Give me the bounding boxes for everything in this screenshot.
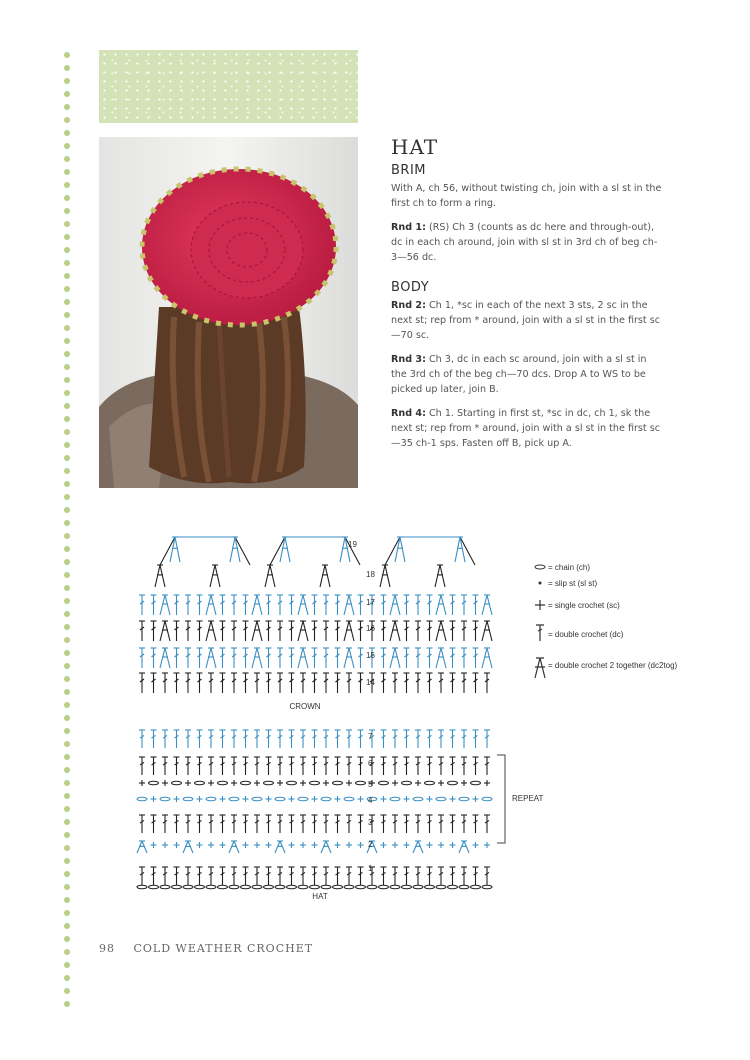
hat-stitch-rows bbox=[137, 730, 492, 889]
legend-chain: = chain (ch) bbox=[548, 563, 591, 572]
legend-single-crochet: = single crochet (sc) bbox=[548, 601, 620, 610]
repeat-bracket bbox=[497, 755, 505, 843]
pattern-text bbox=[391, 135, 663, 460]
rnd-3-instructions: Rnd 3: Ch 3, dc in each sc around, join with a sl st in the 3rd ch of the beg ch—70 dcs. Drop A to WS to be picked up later, join B. bbox=[391, 354, 647, 395]
crown-label: CROWN bbox=[289, 702, 321, 711]
page-footer bbox=[99, 942, 313, 955]
hat-photo bbox=[99, 137, 358, 488]
legend-dc2tog-line1: = double crochet 2 together (dc2tog) bbox=[548, 661, 678, 670]
rnd-4-instructions: Rnd 4: Ch 1. Starting in first st, *sc in dc, ch 1, sk the next st; rep from * around, join with a sl st in the first sc—35 ch-1 sps. Fasten off B, pick up A. bbox=[391, 408, 661, 449]
single-crochet-symbol-icon bbox=[535, 600, 545, 610]
svg-text:17: 17 bbox=[366, 598, 375, 607]
rnd-2-instructions: Rnd 2: Ch 1, *sc in each of the next 3 sts, 2 sc in the next st; rep from * around, join with a sl st in the first sc—70 sc. bbox=[391, 300, 661, 341]
svg-text:4: 4 bbox=[368, 796, 373, 805]
svg-text:3: 3 bbox=[368, 818, 373, 827]
svg-text:7: 7 bbox=[368, 732, 373, 741]
svg-text:1: 1 bbox=[368, 864, 373, 873]
body-heading: BODY bbox=[391, 280, 430, 295]
decorative-green-band bbox=[99, 50, 358, 123]
svg-text:6: 6 bbox=[368, 759, 373, 768]
svg-text:14: 14 bbox=[366, 678, 375, 687]
brim-heading: BRIM bbox=[391, 163, 427, 178]
hat-label: HAT bbox=[312, 892, 328, 901]
svg-text:19: 19 bbox=[348, 540, 357, 549]
svg-text:15: 15 bbox=[366, 651, 375, 660]
chain-symbol-icon bbox=[535, 565, 545, 569]
crown-decrease-peaks bbox=[155, 537, 475, 587]
rnd-1-instructions: Rnd 1: (RS) Ch 3 (counts as dc here and through-out), dc in each ch around, join with sl st in 3rd ch of beg ch-3—56 dc. bbox=[391, 222, 658, 263]
book-title: COLD WEATHER CROCHET bbox=[133, 942, 314, 955]
stitch-diagram bbox=[130, 525, 678, 910]
row-numbers bbox=[348, 540, 375, 873]
legend bbox=[535, 563, 678, 678]
slip-stitch-symbol-icon bbox=[539, 582, 542, 585]
dotted-margin-rule bbox=[64, 52, 74, 1012]
legend-double-crochet: = double crochet (dc) bbox=[548, 630, 624, 639]
crown-stitch-rows bbox=[139, 595, 492, 693]
repeat-label: REPEAT bbox=[512, 794, 544, 803]
legend-slip-stitch: = slip st (sl st) bbox=[548, 579, 598, 588]
svg-text:5: 5 bbox=[368, 780, 373, 789]
double-crochet-symbol-icon bbox=[536, 625, 544, 641]
brim-instructions: With A, ch 56, without twisting ch, join with a sl st in the first ch to form a ring. bbox=[391, 183, 662, 209]
dc2tog-symbol-icon bbox=[535, 658, 545, 678]
svg-text:18: 18 bbox=[366, 570, 375, 579]
svg-text:16: 16 bbox=[366, 624, 375, 633]
section-title: HAT bbox=[391, 135, 439, 159]
page-number: 98 bbox=[99, 942, 115, 955]
svg-text:2: 2 bbox=[368, 840, 373, 849]
